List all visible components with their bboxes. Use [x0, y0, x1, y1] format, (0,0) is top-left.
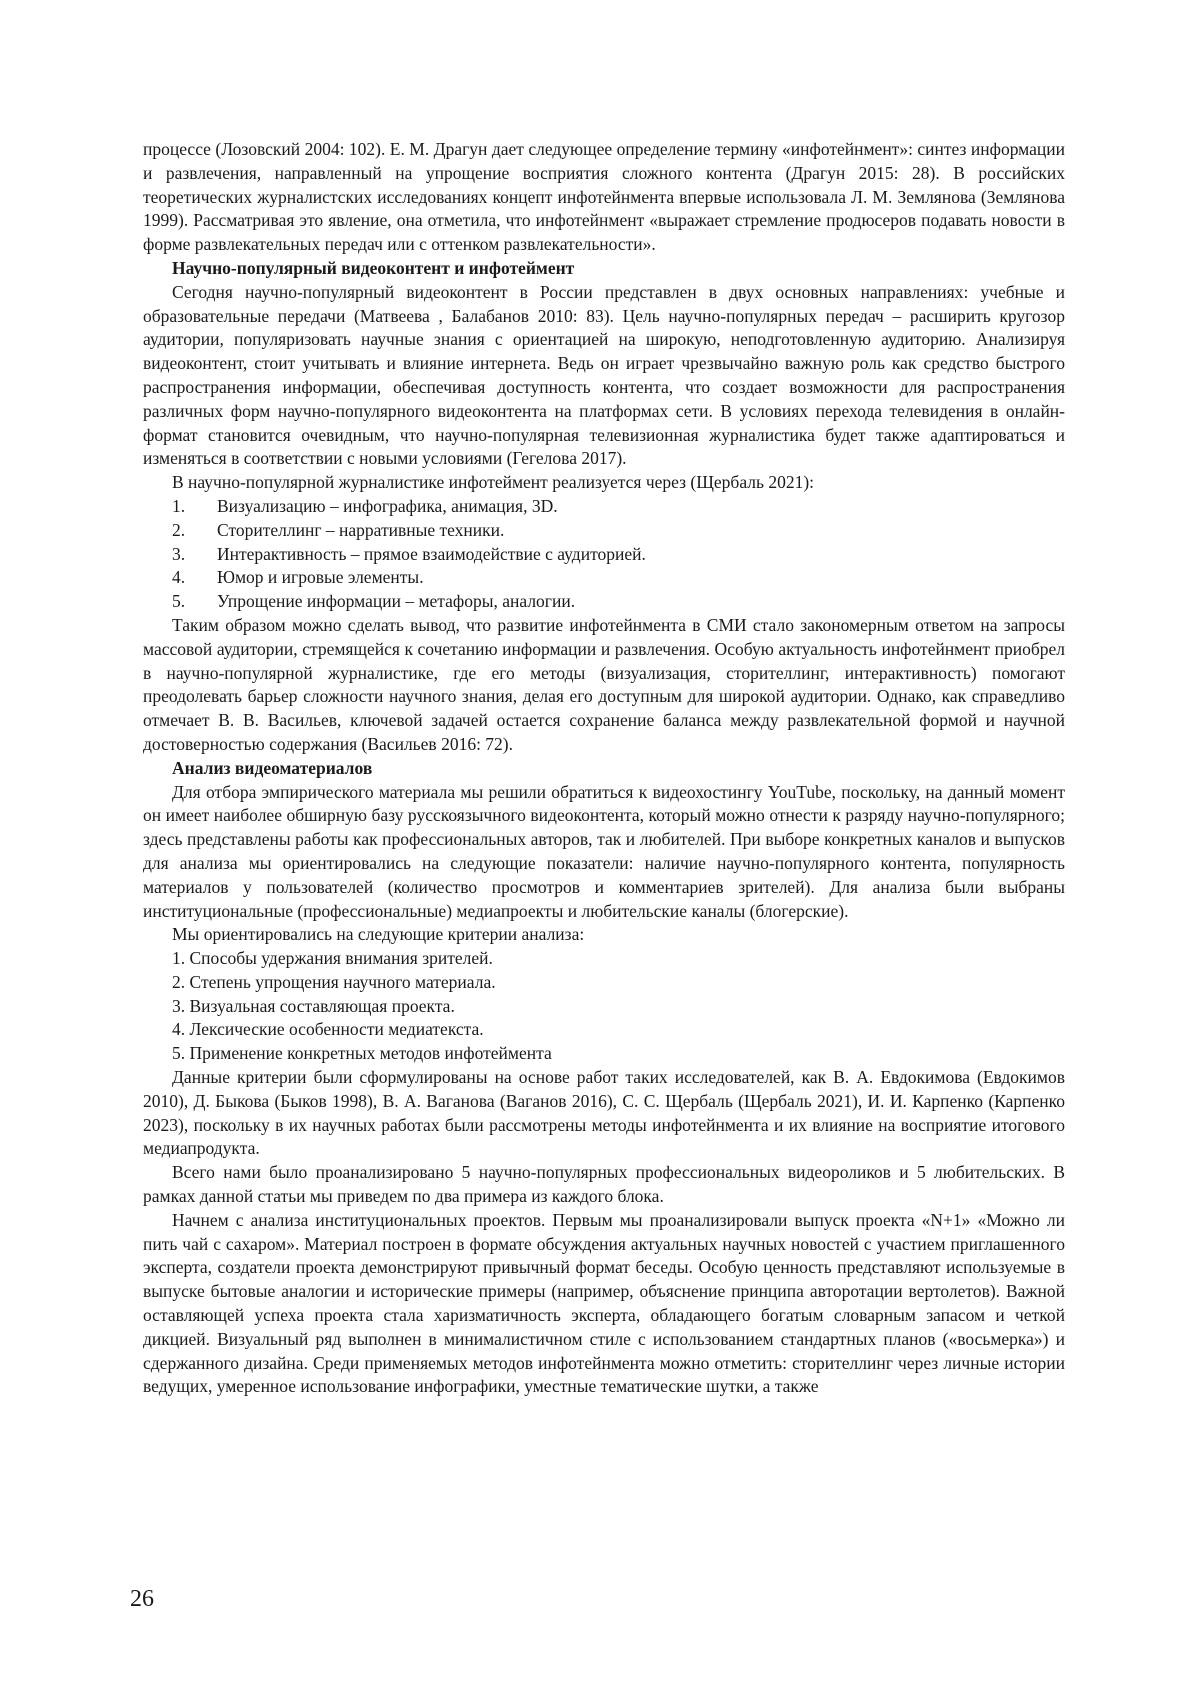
section-heading-popular-science-video: Научно-популярный видеоконтент и инфотеймент	[172, 257, 575, 278]
paragraph-criteria-sources: Данные критерии были сформулированы на основе работ таких исследователей, как В. А. Евдокимова (Евдокимов 2010), Д. Быкова (Быков 1998), В. А. Ваганова (Ваганов 2016), С. С. Щербаль (Щербаль 2021), И. И. Карпенко (Карпенко 2023), поскольку в их научных работах были рассмотрены методы инфотейнмента и их влияние на восприятие итогового медиапродукта.	[143, 1067, 1065, 1159]
paragraph-material-selection: Для отбора эмпирического материала мы решили обратиться к видеохостингу YouTube, поскольку, на данный момент он имеет наиболее обширную базу русскоязычного видеоконтента, который можно отнести к разряду научно-популярного; здесь представлены работы как профессиональных авторов, так и любителей. При выборе конкретных каналов и выпусков для анализа мы ориентировались на следующие показатели: наличие научно-популярного контента, популярность материалов у пользователей (количество просмотров и комментариев зрителей). Для анализа были выбраны институциональные (профессиональные) медиапроекты и любительские каналы (блогерские).	[143, 781, 1065, 921]
section-heading-video-analysis: Анализ видеоматериалов	[172, 757, 373, 778]
list-item: 1. Визуализацию – инфографика, анимация, 3D.	[172, 495, 558, 516]
list-item: 3. Интерактивность – прямое взаимодействие с аудиторией.	[172, 543, 646, 564]
list-item: 1. Способы удержания внимания зрителей.	[172, 948, 493, 969]
paragraph-infotainment-definition: процессе (Лозовский 2004: 102). Е. М. Драгун дает следующее определение термину «инфотейнмент»: синтез информации и развлечения, направленный на упрощение восприятия сложного контента (Драгун 2015: 28). В российских теоретических журналистских исследованиях концепт инфотейнмента впервые использовала Л. М. Землянова (Землянова 1999). Рассматривая это явление, она отметила, что инфотейнмент «выражает стремление продюсеров подавать новости в форме развлекательных передач или с оттенком развлекательности».	[143, 139, 1065, 255]
paragraph-infotainment-methods-intro: В научно-популярной журналистике инфотеймент реализуется через (Щербаль 2021):	[172, 472, 815, 493]
list-item: 2. Сторителлинг – нарративные техники.	[172, 519, 505, 540]
analysis-criteria-list	[143, 947, 1065, 1066]
list-item: 4. Лексические особенности медиатекста.	[172, 1019, 484, 1040]
list-item: 4. Юмор и игровые элементы.	[172, 567, 424, 588]
paragraph-sample-size: Всего нами было проанализировано 5 научно-популярных профессиональных видеороликов и 5 любительских. В рамках данной статьи мы приведем по два примера из каждого блока.	[143, 1162, 1065, 1207]
paragraph-criteria-intro: Мы ориентировались на следующие критерии анализа:	[172, 924, 585, 945]
list-item: 3. Визуальная составляющая проекта.	[172, 995, 455, 1016]
list-item: 5. Применение конкретных методов инфотеймента	[172, 1043, 552, 1064]
list-item: 2. Степень упрощения научного материала.	[172, 971, 496, 992]
article-body	[143, 138, 1065, 1399]
paragraph-popular-science-video: Сегодня научно-популярный видеоконтент в России представлен в двух основных направлениях: учебные и образовательные передачи (Матвеева , Балабанов 2010: 83). Цель научно-популярных передач – расширить кругозор аудитории, популяризовать научные знания с ориентацией на широкую, неподготовленную аудиторию. Анализируя видеоконтент, стоит учитывать и влияние интернета. Ведь он играет чрезвычайно важную роль как средство быстрого распространения информации, обеспечивая доступность контента, что создает возможности для распространения различных форм научно-популярного видеоконтента на платформах сети. В условиях перехода телевидения в онлайн-формат становится очевидным, что научно-популярная телевизионная журналистика будет также адаптироваться и изменяться в соответствии с новыми условиями (Гегелова 2017).	[143, 281, 1065, 469]
paragraph-institutional-analysis: Начнем с анализа институциональных проектов. Первым мы проанализировали выпуск проекта «N+1» «Можно ли пить чай с сахаром». Материал построен в формате обсуждения актуальных научных новостей с участием приглашенного эксперта, создатели проекта демонстрируют привычный формат беседы. Особую ценность представляют используемые в выпуске бытовые аналогии и исторические примеры (например, объяснение принципа авторотации вертолетов). Важной оставляющей успеха проекта стала харизматичность эксперта, обладающего богатым словарным запасом и четкой дикцией. Визуальный ряд выполнен в минималистичном стиле с использованием стандартных планов («восьмерка») и сдержанного дизайна. Среди применяемых методов инфотейнмента можно отметить: сторителлинг через личные истории ведущих, умеренное использование инфографики, уместные тематические шутки, а также	[143, 1209, 1065, 1397]
infotainment-methods-list	[143, 495, 1065, 614]
paragraph-conclusion: Таким образом можно сделать вывод, что развитие инфотейнмента в СМИ стало закономерным ответом на запросы массовой аудитории, стремящейся к сочетанию информации и развлечения. Особую актуальность инфотейнмент приобрел в научно-популярной журналистике, где его методы (визуализация, сторителлинг, интерактивность) помогают преодолевать барьер сложности научного знания, делая его доступным для широкой аудитории. Однако, как справедливо отмечает В. В. Васильев, ключевой задачей остается сохранение баланса между развлекательной формой и научной достоверностью содержания (Васильев 2016: 72).	[143, 614, 1065, 754]
list-item: 5. Упрощение информации – метафоры, аналогии.	[172, 591, 576, 612]
page-number: 26	[130, 1586, 154, 1612]
